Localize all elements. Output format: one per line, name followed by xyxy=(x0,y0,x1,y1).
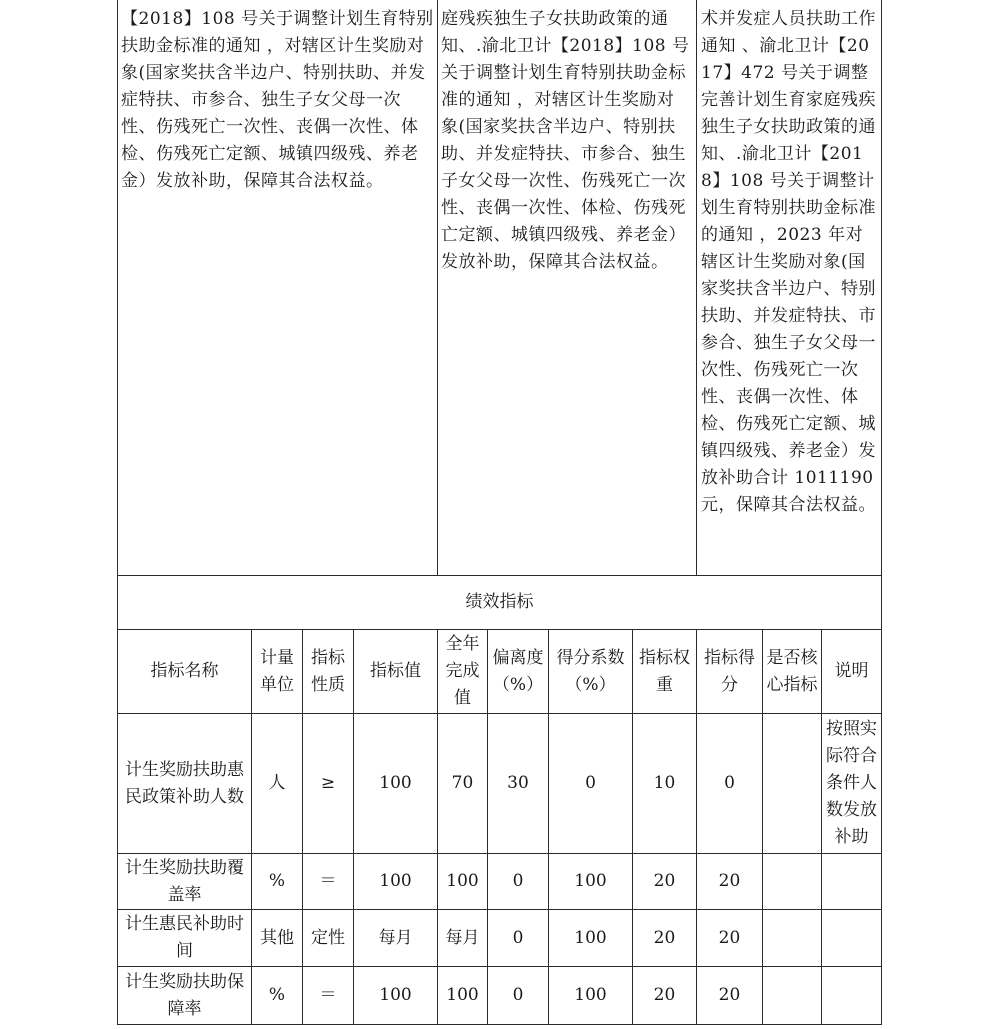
header-actual: 全年完成值 xyxy=(445,634,480,708)
section-title: 绩效指标 xyxy=(465,592,534,612)
border xyxy=(117,0,118,575)
table-row-1-actual: 100 xyxy=(446,871,479,891)
table-row-2-coefficient: 100 xyxy=(574,927,607,948)
table-row-3-target: 100 xyxy=(379,985,412,1005)
table-row-1-core xyxy=(763,854,821,909)
table-row-1-deviation: 0 xyxy=(512,871,524,891)
table-row-0-score: 0 xyxy=(724,773,735,793)
border xyxy=(881,0,882,1025)
table-row-1-weight: 20 xyxy=(653,871,676,891)
table-row-3-core xyxy=(763,967,821,1024)
border xyxy=(117,1024,882,1025)
table-row-0-coefficient: 0 xyxy=(585,773,596,793)
table-row-3-coefficient: 100 xyxy=(574,985,607,1005)
table-row-3-name: 计生奖励扶助保障率 xyxy=(125,971,244,1019)
table-row-0-note: 按照实际符合条件人数发放补助 xyxy=(826,719,877,847)
table-row-3-actual: 100 xyxy=(446,985,479,1005)
table-row-1-score: 20 xyxy=(718,871,741,891)
table-row-3-deviation: 0 xyxy=(512,985,524,1005)
header-name: 指标名称 xyxy=(150,661,219,681)
table-row-1-note xyxy=(822,854,881,909)
table-row-0-unit: 人 xyxy=(268,773,286,793)
table-row-1-unit: % xyxy=(268,871,286,891)
table-row-2-actual: 每月 xyxy=(445,927,480,948)
table-row-0-deviation: 30 xyxy=(507,773,529,793)
implementation-text-col1: 【2018】108 号关于调整计划生育特别扶助金标准的通知 ，对辖区计生奖励对象(国家奖扶含半边户、特别扶助、并发症特扶、市参合、独生子女父母一次性、伤残死亡一次性、丧偶一次性、体检、伤残死亡定额、城镇四级残、养老金）发放补助，保障其合法权益。 xyxy=(121,9,434,191)
implementation-text-col3: 术并发症人员扶助工作通知 、渝北卫计【2017】472 号关于调整完善计划生育家庭残疾独生子女扶助政策的通知、.渝北卫计【2018】108 号关于调整计划生育特别扶助金标准的通知 ，2023 年对辖区计生奖励对象(国家奖扶含半边户、特别扶助、并发症特扶、市参合、独生子女父母一次性、伤残死亡一次性、丧偶一次性、体检、伤残死亡定额、城镇四级残、养老金）发放补助合计 1011190 元，保障其合法权益。 xyxy=(701,9,876,515)
table-row-2-deviation: 0 xyxy=(512,927,524,948)
implementation-text-col2: 庭残疾独生子女扶助政策的通知、.渝北卫计【2018】108 号关于调整计划生育特别扶助金标准的通知 ，对辖区计生奖励对象(国家奖扶含半边户、特别扶助、并发症特扶、市参合、独生子女父母一次性、伤残死亡一次性、丧偶一次性、体检、伤残死亡定额、城镇四级残、养老金）发放补助，保障其合法权益。 xyxy=(441,9,690,272)
table-row-3-note xyxy=(822,967,881,1024)
table-row-2-nature: 定性 xyxy=(311,927,345,948)
header-unit: 计量单位 xyxy=(260,647,294,695)
border xyxy=(437,0,438,575)
table-row-3-weight: 20 xyxy=(653,985,676,1005)
header-nature: 指标性质 xyxy=(311,647,345,695)
table-row-2-score: 20 xyxy=(718,927,741,948)
table-row-0-nature: ≥ xyxy=(320,773,336,793)
header-core: 是否核心指标 xyxy=(766,647,818,695)
table-row-0-core xyxy=(763,714,821,853)
table-row-2-unit: 其他 xyxy=(260,927,294,948)
table-row-2-core xyxy=(763,910,821,966)
table-row-3-score: 20 xyxy=(718,985,741,1005)
header-deviation: 偏离度（%） xyxy=(492,647,544,695)
table-row-2-name: 计生惠民补助时间 xyxy=(125,914,244,961)
table-row-3-nature: ＝ xyxy=(319,985,337,1005)
table-row-0-name: 计生奖励扶助惠民政策补助人数 xyxy=(125,759,244,807)
header-score: 指标得分 xyxy=(704,647,755,695)
table-row-0-actual: 70 xyxy=(451,773,474,793)
table-row-2-weight: 20 xyxy=(653,927,676,948)
header-weight: 指标权重 xyxy=(639,647,690,695)
table-row-1-nature: ＝ xyxy=(319,871,337,891)
table-row-0-target: 100 xyxy=(379,773,412,793)
header-note: 说明 xyxy=(834,661,869,681)
table-row-2-target: 每月 xyxy=(378,927,413,948)
table-row-0-weight: 10 xyxy=(653,773,676,793)
header-coefficient: 得分系数（%） xyxy=(556,647,625,695)
header-target: 指标值 xyxy=(370,661,421,681)
table-row-1-name: 计生奖励扶助覆盖率 xyxy=(125,857,244,905)
table-row-1-target: 100 xyxy=(379,871,412,891)
table-row-2-note xyxy=(822,910,881,966)
table-row-3-unit: % xyxy=(268,985,286,1005)
border xyxy=(696,0,697,575)
table-row-1-coefficient: 100 xyxy=(574,871,607,891)
